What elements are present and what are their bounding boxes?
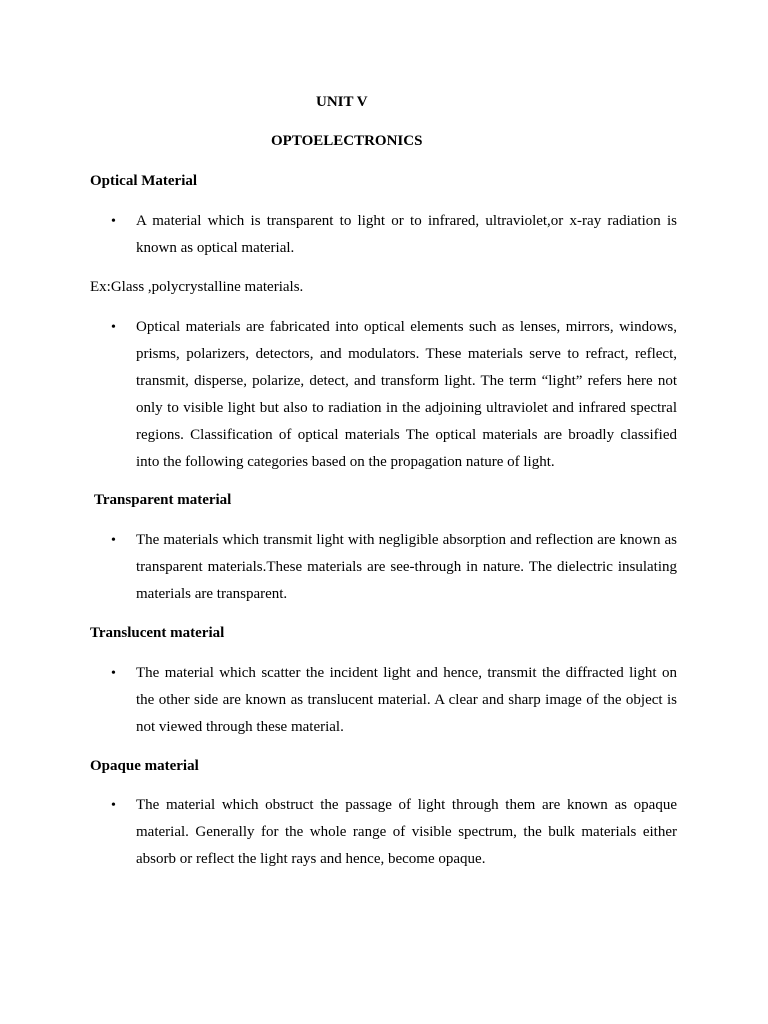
- heading-optical-material: Optical Material: [90, 173, 198, 189]
- heading-opaque-material: Opaque material: [90, 758, 199, 774]
- heading-transparent-material: Transparent material: [94, 492, 232, 508]
- bullet-text: The materials which transmit light with negligible absorption and reflection are known as transparent materials.These materials are see-through in nature. The dielectric insulating materials are transparent.: [136, 532, 677, 602]
- bullet-transparent: [104, 527, 677, 608]
- bullet-optical-definition: [104, 208, 677, 262]
- bullet-icon: •: [111, 214, 116, 229]
- heading-translucent-material: Translucent material: [90, 625, 225, 641]
- bullet-opaque: [104, 792, 677, 873]
- unit-label: UNIT V: [316, 94, 368, 110]
- bullet-optical-elements: [104, 314, 677, 476]
- example-text: Ex:Glass ,polycrystalline materials.: [90, 279, 304, 295]
- bullet-icon: •: [111, 533, 116, 548]
- bullet-icon: •: [111, 798, 116, 813]
- bullet-text: Optical materials are fabricated into optical elements such as lenses, mirrors, windows, prisms, polarizers, detectors, and modulators. These materials serve to refract, reflect, transmit, disperse, polarize, detect, and transform light. The term “light” refers here not only to visible light but also to radiation in the adjoining ultraviolet and infrared spectral regions. Classification of optical materials The optical materials are broadly classified into the following categories based on the propagation nature of light.: [136, 319, 677, 470]
- bullet-icon: •: [111, 666, 116, 681]
- bullet-translucent: [104, 660, 677, 741]
- bullet-text: The material which obstruct the passage of light through them are known as opaque material. Generally for the whole range of visible spectrum, the bulk materials either absorb or reflect the light rays and hence, become opaque.: [136, 797, 677, 867]
- bullet-text: A material which is transparent to light or to infrared, ultraviolet,or x-ray radiation is known as optical material.: [136, 213, 677, 256]
- bullet-text: The material which scatter the incident light and hence, transmit the diffracted light on the other side are known as translucent material. A clear and sharp image of the object is not viewed through these material.: [136, 665, 677, 735]
- bullet-icon: •: [111, 320, 116, 335]
- page-title: OPTOELECTRONICS: [271, 133, 423, 149]
